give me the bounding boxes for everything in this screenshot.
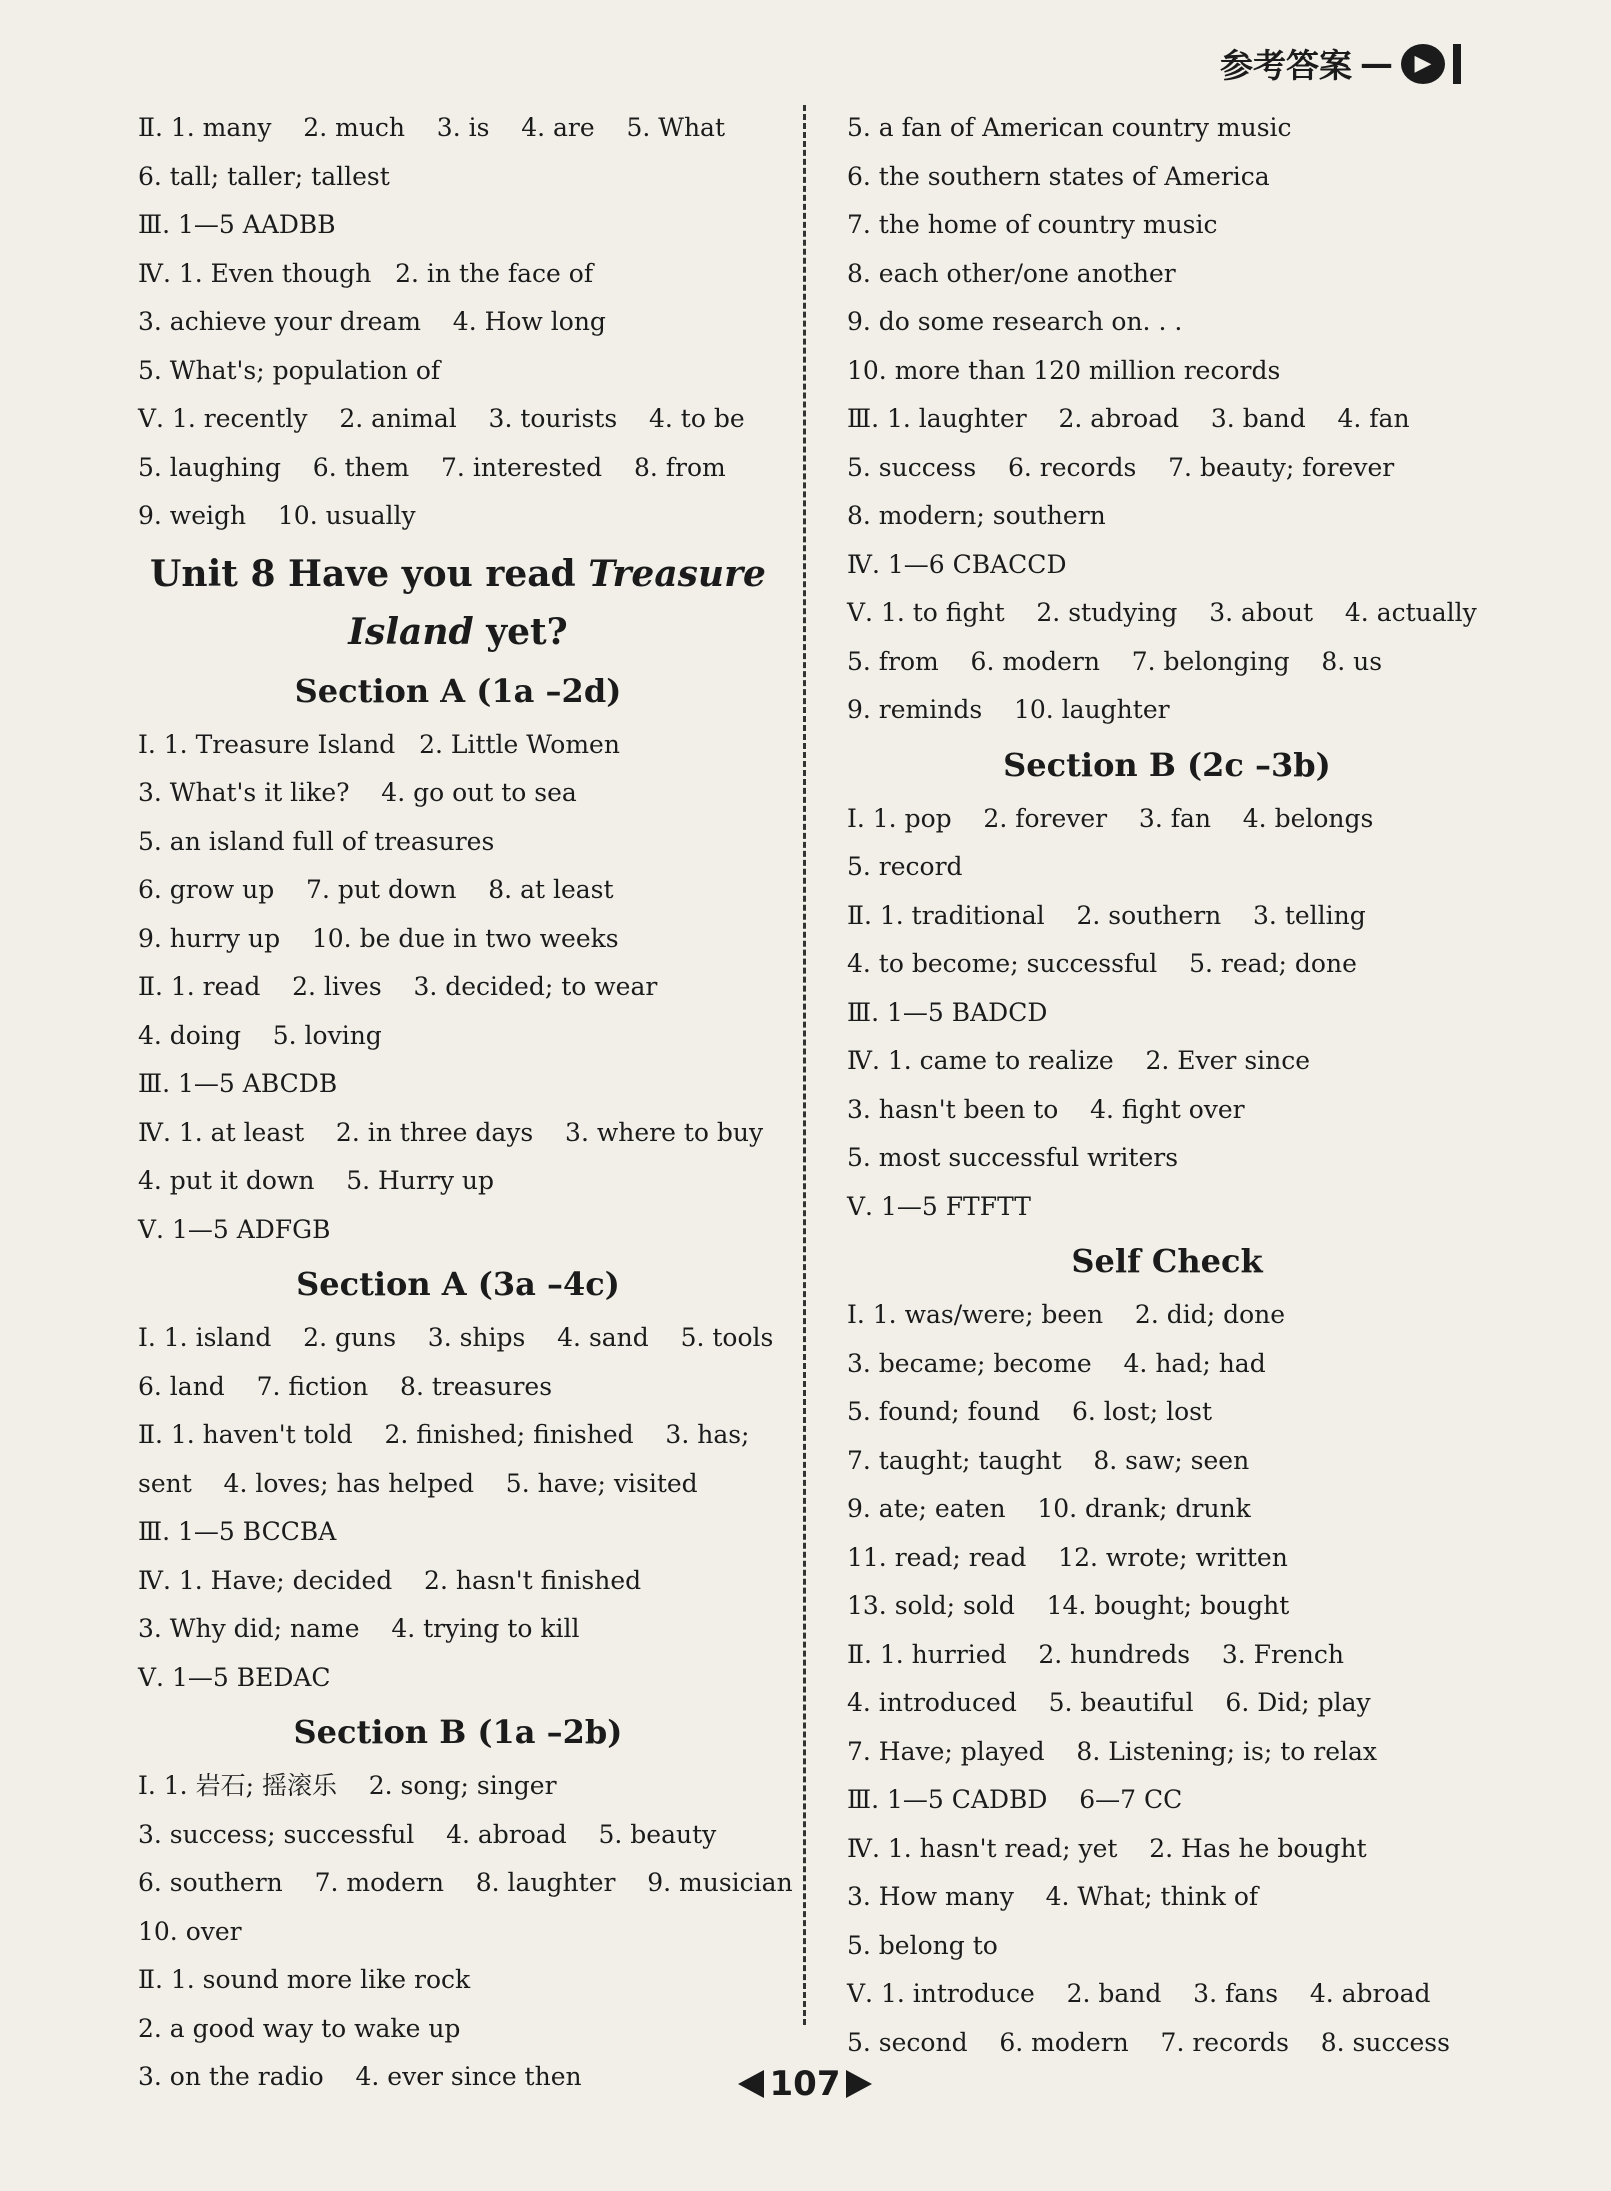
answer-line: 9. do some research on. . . <box>847 307 1183 336</box>
triangle-right-icon <box>846 2070 872 2098</box>
page-footer <box>690 2064 920 2104</box>
answer-line: 5. an island full of treasures <box>138 826 495 856</box>
answer-line: 5. second 6. modern 7. records 8. success <box>847 2027 1450 2057</box>
answer-line: Ⅳ. 1. hasn't read; yet 2. Has he bought <box>847 1833 1367 1863</box>
triangle-left-icon <box>738 2070 764 2098</box>
answer-line: 8. modern; southern <box>847 501 1106 530</box>
unit-title-italic-2: Island <box>348 610 474 653</box>
answer-line: sent 4. loves; has helped 5. have; visited <box>138 1468 698 1498</box>
answer-line: Ⅰ. 1. island 2. guns 3. ships 4. sand 5. tools <box>138 1323 774 1352</box>
answer-line: 5. record <box>847 852 963 881</box>
answer-line: 5. success 6. records 7. beauty; forever <box>847 452 1395 482</box>
answer-line: Ⅰ. 1. pop 2. forever 3. fan 4. belongs <box>847 803 1374 833</box>
answer-line: 3. success; successful 4. abroad 5. beauty <box>138 1819 717 1849</box>
answer-line: Ⅱ. 1. hurried 2. hundreds 3. French <box>847 1639 1344 1669</box>
answer-line: 6. tall; taller; tallest <box>138 161 390 191</box>
answer-line: 3. Why did; name 4. trying to kill <box>138 1614 580 1643</box>
answer-line: 7. Have; played 8. Listening; is; to relax <box>847 1736 1378 1766</box>
answer-line: 5. What's; population of <box>138 355 441 385</box>
section-a-3a-4c-answers <box>138 1314 778 1702</box>
answer-line: Ⅱ. 1. traditional 2. southern 3. telling <box>847 900 1366 930</box>
header-dash: — <box>1360 44 1393 83</box>
answer-line: 6. southern 7. modern 8. laughter 9. musician <box>138 1868 793 1897</box>
answer-line: 5. found; found 6. lost; lost <box>847 1397 1212 1426</box>
section-heading: Section B (1a –2b) <box>293 1713 623 1751</box>
answer-line: Ⅴ. 1. to fight 2. studying 3. about 4. actually <box>847 598 1477 627</box>
self-check-answers <box>847 1291 1487 2067</box>
answer-line: 9. hurry up 10. be due in two weeks <box>138 923 619 953</box>
answer-line: 5. a fan of American country music <box>847 113 1292 142</box>
answer-line: 3. What's it like? 4. go out to sea <box>138 778 577 807</box>
forward-icon: ▶ <box>1401 44 1445 84</box>
left-column <box>138 104 793 2102</box>
answer-line: Ⅱ. 1. sound more like rock <box>138 1965 471 1994</box>
answer-line: 4. put it down 5. Hurry up <box>138 1166 495 1195</box>
answer-line: 9. weigh 10. usually <box>138 501 416 530</box>
answer-line: 7. taught; taught 8. saw; seen <box>847 1445 1250 1475</box>
answer-line: 9. reminds 10. laughter <box>847 695 1170 724</box>
section-heading: Section A (3a –4c) <box>296 1265 620 1303</box>
answer-line: Ⅲ. 1—5 ABCDB <box>138 1069 338 1098</box>
answer-line: 6. grow up 7. put down 8. at least <box>138 875 614 904</box>
answer-line: Ⅳ. 1—6 CBACCD <box>847 549 1067 579</box>
answer-line: 11. read; read 12. wrote; written <box>847 1542 1288 1572</box>
answer-line: 13. sold; sold 14. bought; bought <box>847 1591 1290 1620</box>
answer-line: Ⅲ. 1—5 AADBB <box>138 210 336 239</box>
answer-line: Ⅳ. 1. Have; decided 2. hasn't finished <box>138 1565 642 1595</box>
answer-line: 2. a good way to wake up <box>138 2013 461 2043</box>
unit-title-main: Unit 8 Have you read <box>150 552 576 595</box>
answer-line: Ⅴ. 1—5 ADFGB <box>138 1214 331 1244</box>
answer-line: 3. on the radio 4. ever since then <box>138 2062 582 2091</box>
page-number: 107 <box>769 2064 841 2104</box>
answer-line: 9. ate; eaten 10. drank; drunk <box>847 1494 1251 1523</box>
left-top-answers <box>138 104 778 541</box>
answer-line: 3. hasn't been to 4. fight over <box>847 1094 1245 1124</box>
answer-line: 6. the southern states of America <box>847 161 1270 191</box>
answer-line: Ⅰ. 1. Treasure Island 2. Little Women <box>138 729 620 759</box>
answer-line: Ⅲ. 1—5 CADBD 6—7 CC <box>847 1785 1183 1814</box>
unit-title-end: yet? <box>486 610 568 653</box>
answer-line: 10. more than 120 million records <box>847 355 1281 385</box>
answer-line: Ⅲ. 1—5 BADCD <box>847 997 1048 1027</box>
answer-line: Ⅱ. 1. many 2. much 3. is 4. are 5. What <box>138 113 725 142</box>
section-b-2c-3b-answers <box>847 795 1487 1232</box>
answer-line: Ⅴ. 1. introduce 2. band 3. fans 4. abroad <box>847 1979 1431 2008</box>
section-b-1a-2b-answers <box>138 1762 793 2102</box>
header-bar <box>1453 44 1461 84</box>
answer-line: 8. each other/one another <box>847 258 1176 288</box>
section-a-1a-2d-answers <box>138 721 778 1255</box>
answer-line: Ⅱ. 1. haven't told 2. finished; finished 3. has; <box>138 1420 750 1449</box>
answer-line: Ⅰ. 1. 岩石; 摇滚乐 2. song; singer <box>138 1771 557 1800</box>
answer-line: 3. became; become 4. had; had <box>847 1348 1266 1378</box>
answer-line: 5. belong to <box>847 1930 998 1960</box>
answer-line: Ⅳ. 1. Even though 2. in the face of <box>138 258 594 288</box>
answer-line: 3. achieve your dream 4. How long <box>138 307 606 336</box>
answer-line: Ⅴ. 1—5 BEDAC <box>138 1662 331 1692</box>
answer-line: 4. to become; successful 5. read; done <box>847 949 1357 978</box>
unit-title-italic-1: Treasure <box>588 552 766 595</box>
answer-line: 5. from 6. modern 7. belonging 8. us <box>847 646 1383 676</box>
answer-line: 5. laughing 6. them 7. interested 8. from <box>138 452 726 482</box>
unit-title <box>138 545 778 661</box>
answer-line: 7. the home of country music <box>847 210 1218 239</box>
answer-line: 5. most successful writers <box>847 1143 1179 1172</box>
answer-line: 6. land 7. fiction 8. treasures <box>138 1371 553 1401</box>
header-title: 参考答案 <box>1220 46 1352 85</box>
answer-line: Ⅲ. 1—5 BCCBA <box>138 1517 337 1546</box>
answer-line: Ⅰ. 1. was/were; been 2. did; done <box>847 1300 1286 1329</box>
section-heading: Section A (1a –2d) <box>294 671 622 710</box>
answer-line: 10. over <box>138 1916 242 1946</box>
right-column <box>847 104 1487 2067</box>
column-divider <box>803 105 806 2025</box>
page-header <box>1220 40 1461 87</box>
answer-line: 3. How many 4. What; think of <box>847 1882 1259 1911</box>
answer-line: Ⅱ. 1. read 2. lives 3. decided; to wear <box>138 972 658 1001</box>
section-heading: Self Check <box>1071 1242 1263 1280</box>
right-top-answers <box>847 104 1487 735</box>
answer-line: Ⅴ. 1. recently 2. animal 3. tourists 4. to be <box>138 404 745 433</box>
answer-line: Ⅲ. 1. laughter 2. abroad 3. band 4. fan <box>847 404 1410 433</box>
answer-line: Ⅳ. 1. at least 2. in three days 3. where to buy <box>138 1117 764 1147</box>
answer-line: Ⅴ. 1—5 FTFTT <box>847 1191 1031 1221</box>
answer-line: 4. introduced 5. beautiful 6. Did; play <box>847 1688 1371 1717</box>
section-heading: Section B (2c –3b) <box>1003 745 1331 784</box>
answer-line: 4. doing 5. loving <box>138 1020 382 1050</box>
answer-line: Ⅳ. 1. came to realize 2. Ever since <box>847 1046 1311 1075</box>
